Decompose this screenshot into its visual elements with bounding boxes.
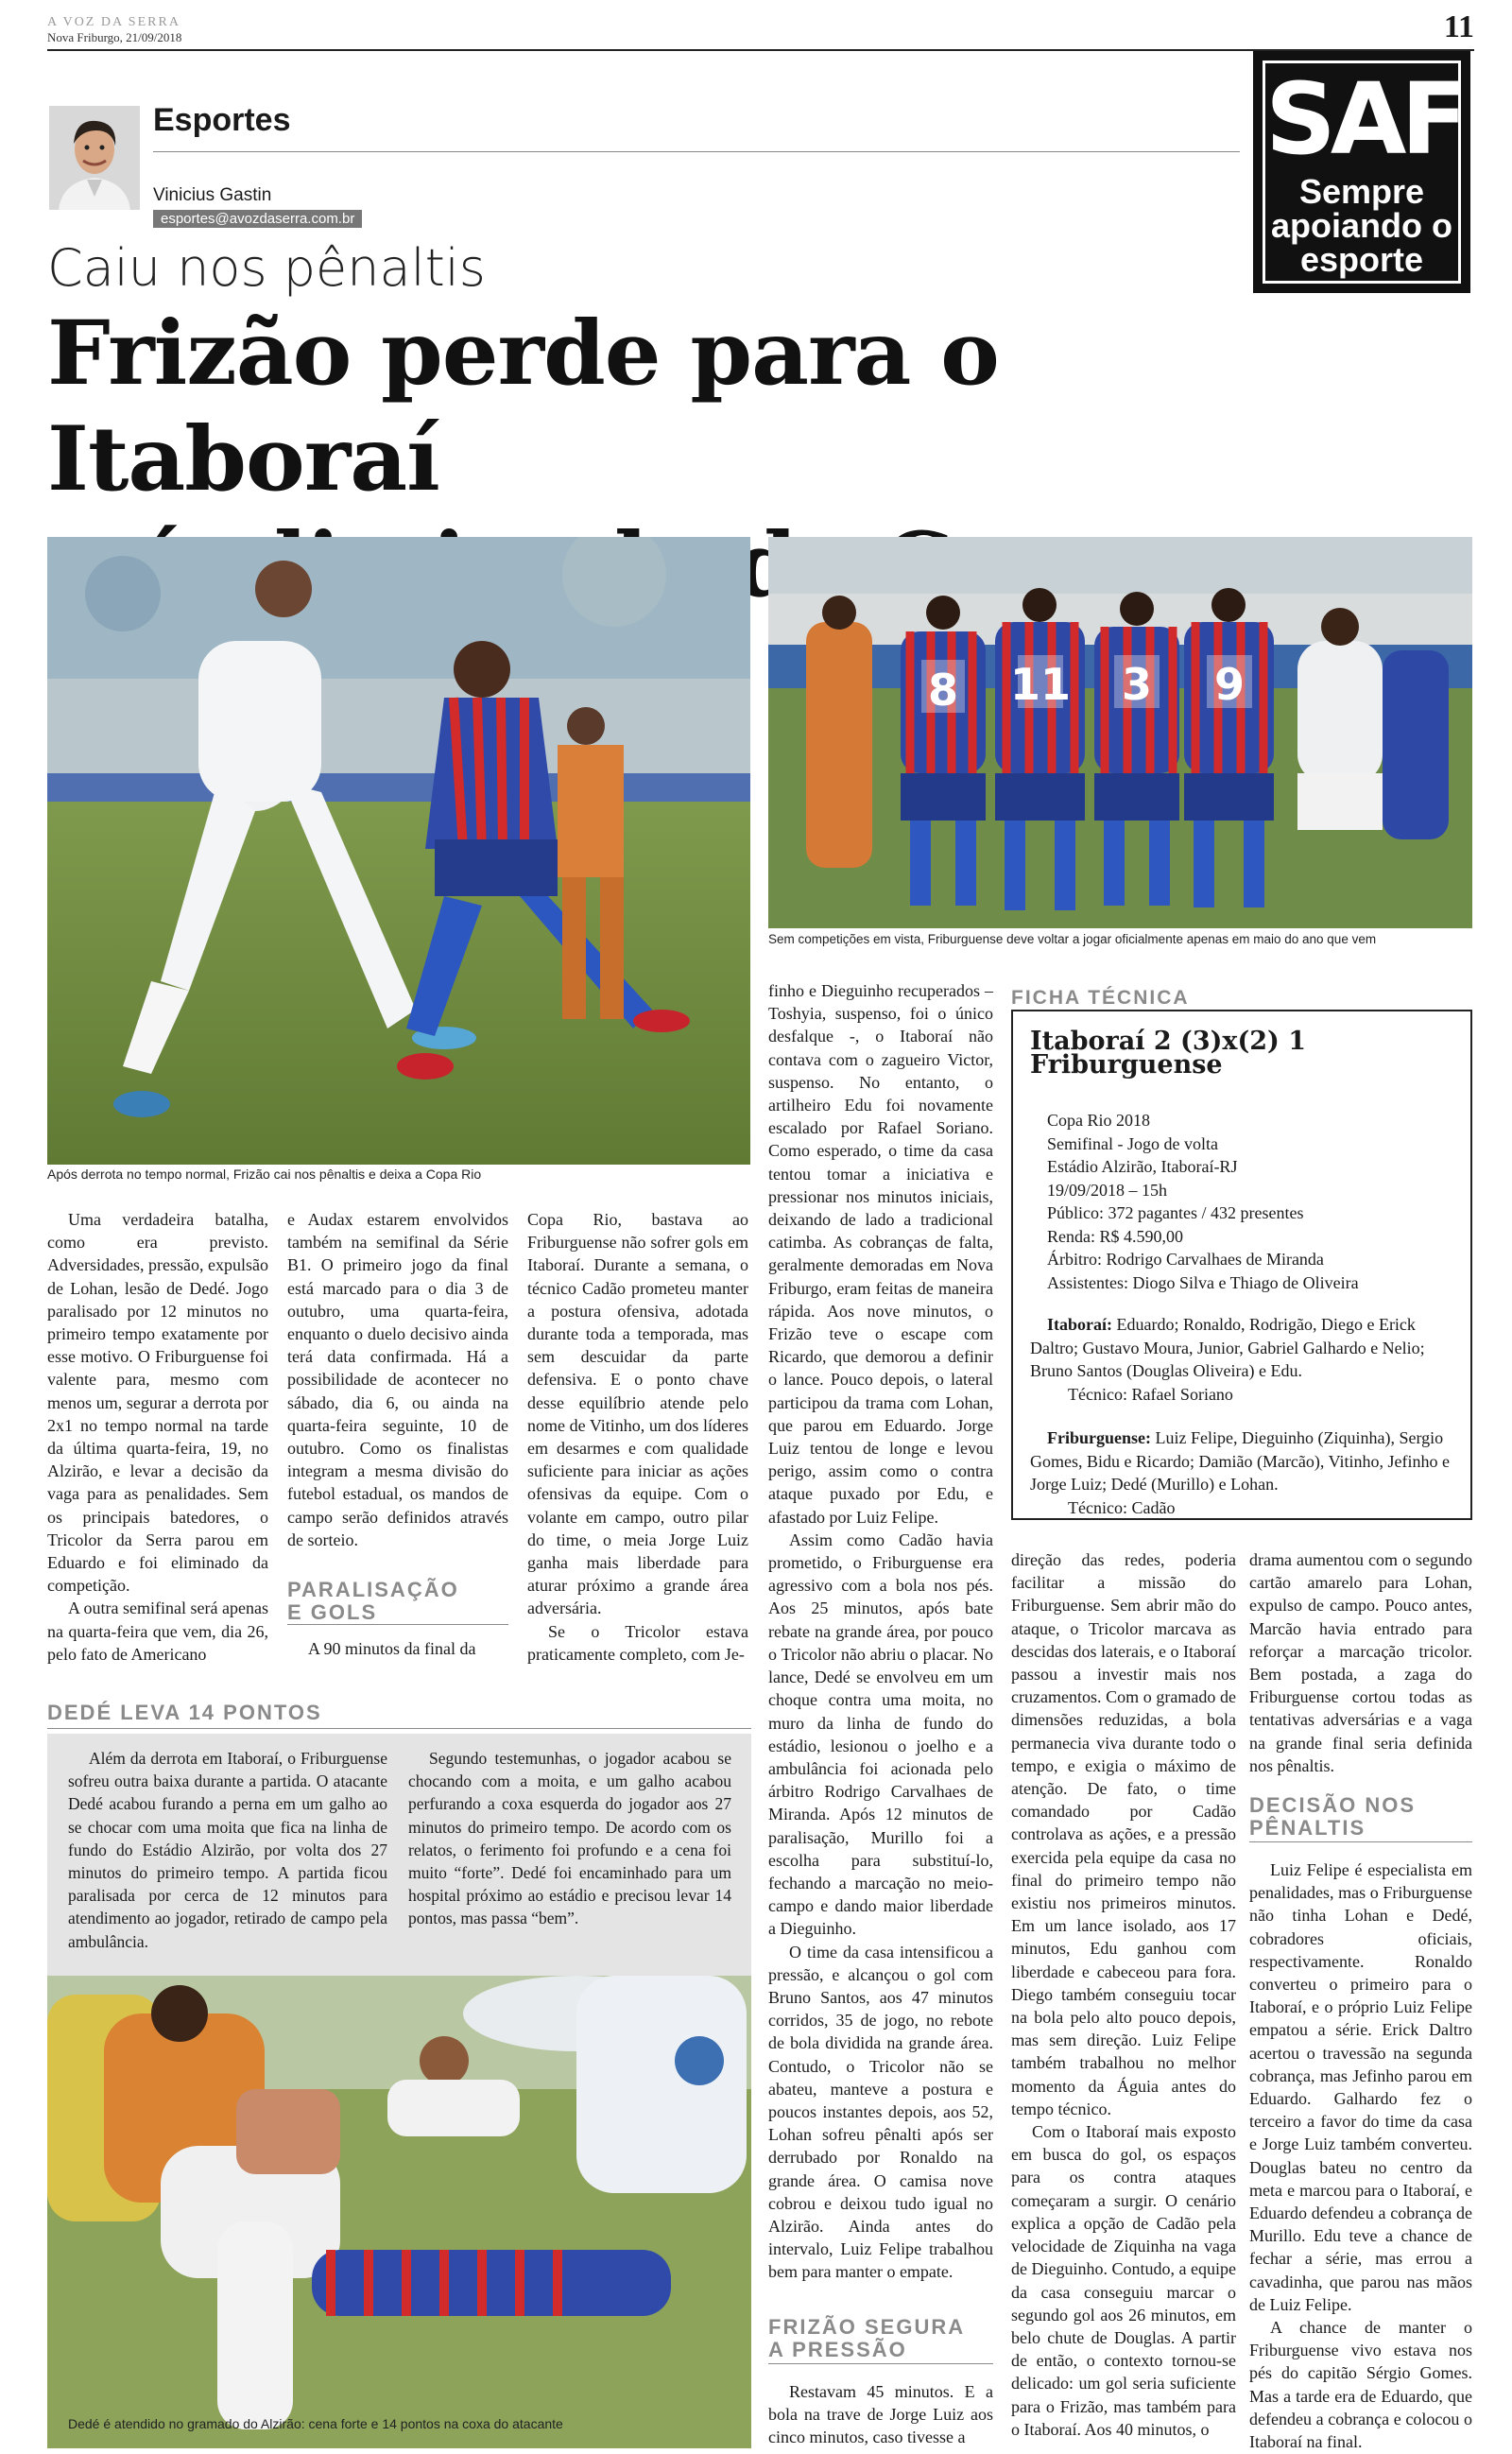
- headline-line-1: Frizão perde para o Itaboraí: [47, 302, 999, 511]
- caption-injury-photo: Dedé é atendido no gramado do Alzirão: cena forte e 14 pontos na coxa do atacante: [68, 2416, 563, 2431]
- ficha-income: Renda: R$ 4.590,00: [1047, 1226, 1183, 1246]
- subhead-line: DECISÃO NOS: [1249, 1793, 1417, 1817]
- ficha-public: Público: 372 pagantes / 432 presentes: [1047, 1203, 1304, 1222]
- ficha-team-friburguense: [1030, 1426, 1453, 1519]
- body-column-1: [47, 1208, 268, 1666]
- paragraph: Com o Itaboraí mais exposto em busca do gol, os espaços para os contra ataques começaram a surgir. O cenário explica a opção de Cadão pela velocidade de Ziquinha na vaga de Dieguinho. Contudo, a equipe da casa conseguiu marcar o segundo gol aos 26 minutos, em belo chute de Douglas. A partir de então, o contexto tornou-se delicado: um gol seria suficiente para o Frizão, mas também para o Itaboraí. Aos 40 minutos, o: [1011, 2122, 1236, 2439]
- paragraph: e Audax estarem envolvidos também na semifinal da Série B1. O primeiro jogo da final está marcado para o dia 3 de outubro, uma quarta-feira, enquanto o duelo decisivo ainda terá data confirmada. Há a possibilidade de acontecer no sábado, dia 6, ou ainda na quarta-feira seguinte, 10 de outubro. Como os finalistas integram a mesma divisão do futebol estadual, os mandos de campo serão definidos através de sorteio.: [287, 1210, 508, 1549]
- paragraph: Copa Rio, bastava ao Friburguense não sofrer gols em Itaboraí. Durante a semana, o técnico Cadão prometeu manter a postura ofensiva, adotada durante toda a temporada, mas sem descuidar da parte defensiva. E o ponto chave desse equilíbrio atende pelo nome de Vitinho, um dos líderes em desarmes e com qualidade suficiente para iniciar as ações ofensivas da equipe. Com o volante em campo, outro pilar do time, o meia Jorge Luiz ganha mais liberdade para aturar próximo a grande área adversária.: [527, 1210, 748, 1618]
- dede-box-text-left: [68, 1747, 387, 1953]
- paragraph: Segundo testemunhas, o jogador acabou se chocando com a moita, e um galho acabou perfurando a coxa esquerda do jogador aos 27 minutos do primeiro tempo. De acordo com os relatos, o ferimento foi profundo e a cena foi muito “forte”. Dedé foi encaminhado para um hospital próximo ao estádio e precisou levar 14 pontos, mas passa “bem”.: [408, 1749, 731, 1928]
- edition-date: Nova Friburgo, 21/09/2018: [47, 30, 182, 44]
- ficha-referee: Árbitro: Rodrigo Carvalhaes de Miranda: [1047, 1250, 1324, 1269]
- paragraph: A chance de manter o Friburguense vivo estava nos pés do capitão Sérgio Gomes. Mas a tarde era de Eduardo, que defendeu a cobrança e colocou o Itaboraí na final.: [1249, 2318, 1472, 2452]
- subhead-rule: [1249, 1841, 1472, 1842]
- team-coach: Técnico: Rafael Soriano: [1068, 1384, 1233, 1404]
- body-column-4d: [768, 2380, 993, 2449]
- body-column-4: [768, 979, 993, 2284]
- author-avatar: [49, 106, 140, 210]
- jersey-number-9: 9: [1213, 659, 1246, 710]
- ficha-assistants: Assistentes: Diogo Silva e Thiago de Oliveira: [1047, 1272, 1359, 1292]
- saf-logo: SAF: [1265, 61, 1463, 177]
- saf-frame: [1263, 60, 1461, 284]
- body-column-6b: [1249, 1858, 1472, 2453]
- saf-tagline-line-2: apoiando o: [1271, 206, 1452, 245]
- team-name: Friburguense:: [1047, 1428, 1151, 1447]
- paragraph: A 90 minutos da final da: [308, 1639, 476, 1658]
- dede-box-text-right: [408, 1747, 731, 1930]
- photo-match-action: [47, 537, 750, 1165]
- subhead-frizao-segura: [768, 2316, 993, 2361]
- author-email: esportes@avozdaserra.com.br: [153, 210, 362, 228]
- ficha-lineup-itaborai: [1030, 1313, 1453, 1383]
- subhead-rule: [47, 1728, 751, 1729]
- paragraph: drama aumentou com o segundo cartão amarelo para Lohan, expulso de campo. Pouco antes, Marcão havia entrado para reforçar a marcação tricolor. Bem postada, a zaga do Friburguense cortou todas as tentativas adversárias e a vaga na grande final seria definida nos pênaltis.: [1249, 1550, 1472, 1775]
- ficha-tecnica-label: FICHA TÉCNICA: [1011, 987, 1190, 1009]
- saf-tagline-line-3: esporte: [1299, 240, 1424, 279]
- subhead-line: FRIZÃO SEGURA: [768, 2315, 966, 2339]
- caption-main-photo: Após derrota no tempo normal, Frizão cai nos pênaltis e deixa a Copa Rio: [47, 1167, 482, 1182]
- subhead-line: A PRESSÃO: [768, 2338, 907, 2361]
- ficha-lineup-friburguense: [1030, 1426, 1453, 1496]
- jersey-number-3: 3: [1121, 659, 1153, 710]
- subhead-paralisacao: [287, 1579, 508, 1624]
- caption-team-photo: Sem competições em vista, Friburguense deve voltar a jogar oficialmente apenas em maio do ano que vem: [768, 932, 1377, 946]
- team-players: Luiz Felipe, Dieguinho (Ziquinha), Sergio Gomes, Bidu e Ricardo; Damião (Marcão), Vitinho, Jefinho e Jorge Luiz; Dedé (Murillo) e Lohan.: [1030, 1428, 1450, 1494]
- team-name: Itaboraí:: [1047, 1315, 1112, 1334]
- ficha-stadium: Estádio Alzirão, Itaboraí-RJ: [1047, 1157, 1238, 1176]
- dede-box-title: DEDÉ LEVA 14 PONTOS: [47, 1701, 322, 1724]
- paragraph: Luiz Felipe é especialista em penalidades, mas o Friburguense não tinha Lohan e Dedé, cobradores oficiais, respectivamente. Ronaldo converteu o primeiro para o Itaboraí, e o próprio Luiz Felipe empatou a série. Erick Daltro acertou o travessão na segunda cobrança, mas Jefinho parou em Eduardo. Galhardo fez o terceiro a favor do time da casa e Jorge Luiz também converteu. Douglas bateu no centro da meta e marcou para o Itaboraí, e Eduardo defendeu a cobrança de Murillo. Edu teve a chance de fechar a série, mas errou a cavadinha, que parou nas mãos de Luiz Felipe.: [1249, 1860, 1472, 2314]
- team-coach: Técnico: Cadão: [1068, 1497, 1176, 1517]
- saf-tagline: [1265, 172, 1458, 279]
- subhead-rule: [287, 1624, 508, 1625]
- paragraph: Uma verdadeira batalha, como era previsto. Adversidades, pressão, expulsão de Lohan, lesão de Dedé. Jogo paralisado por 12 minutos no primeiro tempo exatamente por esse motivo. O Friburguense foi valente para, mesmo com menos um, segurar a derrota por 2x1 no tempo normal na tarde da última quarta-feira, 19, no Alzirão, e levar a decisão da vaga para as penalidades. Sem os principais batedores, o Tricolor da Serra parou em Eduardo e foi eliminado da competição.: [47, 1210, 268, 1596]
- photo-dede-injury: [47, 1976, 751, 2448]
- subhead-decisao: [1249, 1794, 1472, 1840]
- paragraph: finho e Dieguinho recuperados – Toshyia, suspenso, foi o único desfalque -, o Itaboraí não contava com o zagueiro Victor, suspenso. No entanto, o artilheiro Edu foi novamente escalado por Rafael Soriano. Como esperado, o time da casa tentou tomar a iniciativa e pressionar nos minutos iniciais, deixando de lado a tradicional catimba. As cobranças de falta, geralmente demoradas em Nova Friburgo, eram feitas de maneira rápida. Aos nove minutos, o Frizão teve o escape com Ricardo, que demorou a definir o lance. Pouco depois, o lateral participou da trama com Lohan, que parou em Eduardo. Jorge Luiz tentou de longe e levou perigo, assim como o contra ataque puxado por Edu, e afastado por Luiz Felipe.: [768, 981, 993, 1527]
- saf-tagline-line-1: Sempre: [1298, 172, 1425, 211]
- section-rule: [153, 151, 1240, 152]
- author-name: Vinicius Gastin: [153, 185, 272, 205]
- body-column-6: [1249, 1548, 1472, 1777]
- subhead-line: PÊNALTIS: [1249, 1816, 1366, 1840]
- ficha-match-info: [1030, 1109, 1453, 1294]
- ficha-score-title: Itaboraí 2 (3)x(2) 1 Friburguense: [1030, 1027, 1307, 1080]
- photo-team-huddle: [768, 537, 1472, 928]
- body-column-3: [527, 1208, 748, 1666]
- subhead-line: E GOLS: [287, 1600, 378, 1624]
- paragraph: O time da casa intensificou a pressão, e alcançou o gol com Bruno Santos, aos 47 minutos corridos, 35 de jogo, no rebote de bola dividida na grande área. Contudo, o Tricolor não se abateu, manteve a postura e poucos instantes depois, aos 52, Lohan sofreu pênalti após ser derrubado por Ronaldo na grande área. O camisa nove cobrou e deixou tudo igual no Alzirão. Ainda antes do intervalo, Luiz Felipe trabalhou bem para manter o empate.: [768, 1942, 993, 2282]
- saf-advertisement: [1253, 51, 1470, 293]
- paragraph: Além da derrota em Itaboraí, o Friburguense sofreu outra baixa durante a partida. O atacante Dedé acabou furando a perna em um galho ao se chocar com uma moita que fica na linha de fundo do Estádio Alzirão, por volta dos 27 minutos do primeiro tempo. A partida ficou paralisada por cerca de 12 minutos para atendimento ao jogador, retirado de campo pela ambulância.: [68, 1749, 387, 1951]
- newspaper-name: A VOZ DA SERRA: [47, 15, 180, 29]
- paragraph: Assim como Cadão havia prometido, o Friburguense era agressivo com a bola nos pés. Aos 25 minutos, após bate rebate na grande área, por pouco o Tricolor não abriu o placar. No lance, Dedé se envolveu em um choque contra uma moita, no muro da linha de fundo do estádio, lesionou o joelho e a ambulância foi acionada pelo árbitro Rodrigo Carvalhaes de Miranda. Após 12 minutos de paralisação, Murillo foi a escolha para substituí-lo, fechando a marcação no meio-campo e dando maior liberdade a Dieguinho.: [768, 1529, 993, 1939]
- paragraph: direção das redes, poderia facilitar a missão do Friburguense. Sem abrir mão do ataque, o Tricolor marcava as descidas dos laterais, e o Itaboraí passou a investir mais nos cruzamentos. Com o gramado de dimensões reduzidas, a bola permanecia viva durante todo o tempo, e exigia o máximo de atenção. De fato, o time comandado por Cadão controlava as ações, e a pressão exercida pela equipe da casa no final do primeiro tempo não existiu nos primeiros minutos. Em um lance isolado, aos 17 minutos, Edu ganhou com liberdade e cabeceou para fora. Diego também conseguiu tocar na bola pelo alto pouco depois, mas sem direção. Luiz Felipe também trabalhou no melhor momento da Águia antes do tempo técnico.: [1011, 1550, 1236, 2118]
- section-title: Esportes: [153, 102, 291, 138]
- subhead-line: PARALISAÇÃO: [287, 1578, 459, 1601]
- body-column-2b: [287, 1637, 508, 1660]
- article-kicker: Caiu nos pênaltis: [47, 238, 486, 298]
- paragraph: Restavam 45 minutos. E a bola na trave de Jorge Luiz aos cinco minutos, caso tivesse a: [768, 2382, 993, 2447]
- paragraph: Se o Tricolor estava praticamente completo, com Je-: [527, 1621, 748, 1664]
- jersey-number-11: 11: [1009, 659, 1072, 710]
- ficha-stage: Semifinal - Jogo de volta: [1047, 1133, 1218, 1153]
- ficha-datetime: 19/09/2018 – 15h: [1047, 1180, 1168, 1200]
- body-column-5: [1011, 1548, 1236, 2441]
- jersey-number-8: 8: [927, 665, 959, 716]
- ficha-competition: Copa Rio 2018: [1047, 1111, 1151, 1130]
- page-number: 11: [1443, 9, 1474, 44]
- subhead-rule: [768, 2363, 993, 2364]
- ficha-team-itaborai: [1030, 1313, 1453, 1406]
- paragraph: A outra semifinal será apenas na quarta-feira que vem, dia 26, pelo fato de Americano: [47, 1599, 268, 1664]
- body-column-2: [287, 1208, 508, 1551]
- team-players: Eduardo; Ronaldo, Rodrigão, Diego e Erick Daltro; Gustavo Moura, Junior, Gabriel Galhardo e Nelio; Bruno Santos (Douglas Oliveira) e Edu.: [1030, 1315, 1425, 1380]
- ficha-tecnica-box: [1011, 1010, 1472, 1520]
